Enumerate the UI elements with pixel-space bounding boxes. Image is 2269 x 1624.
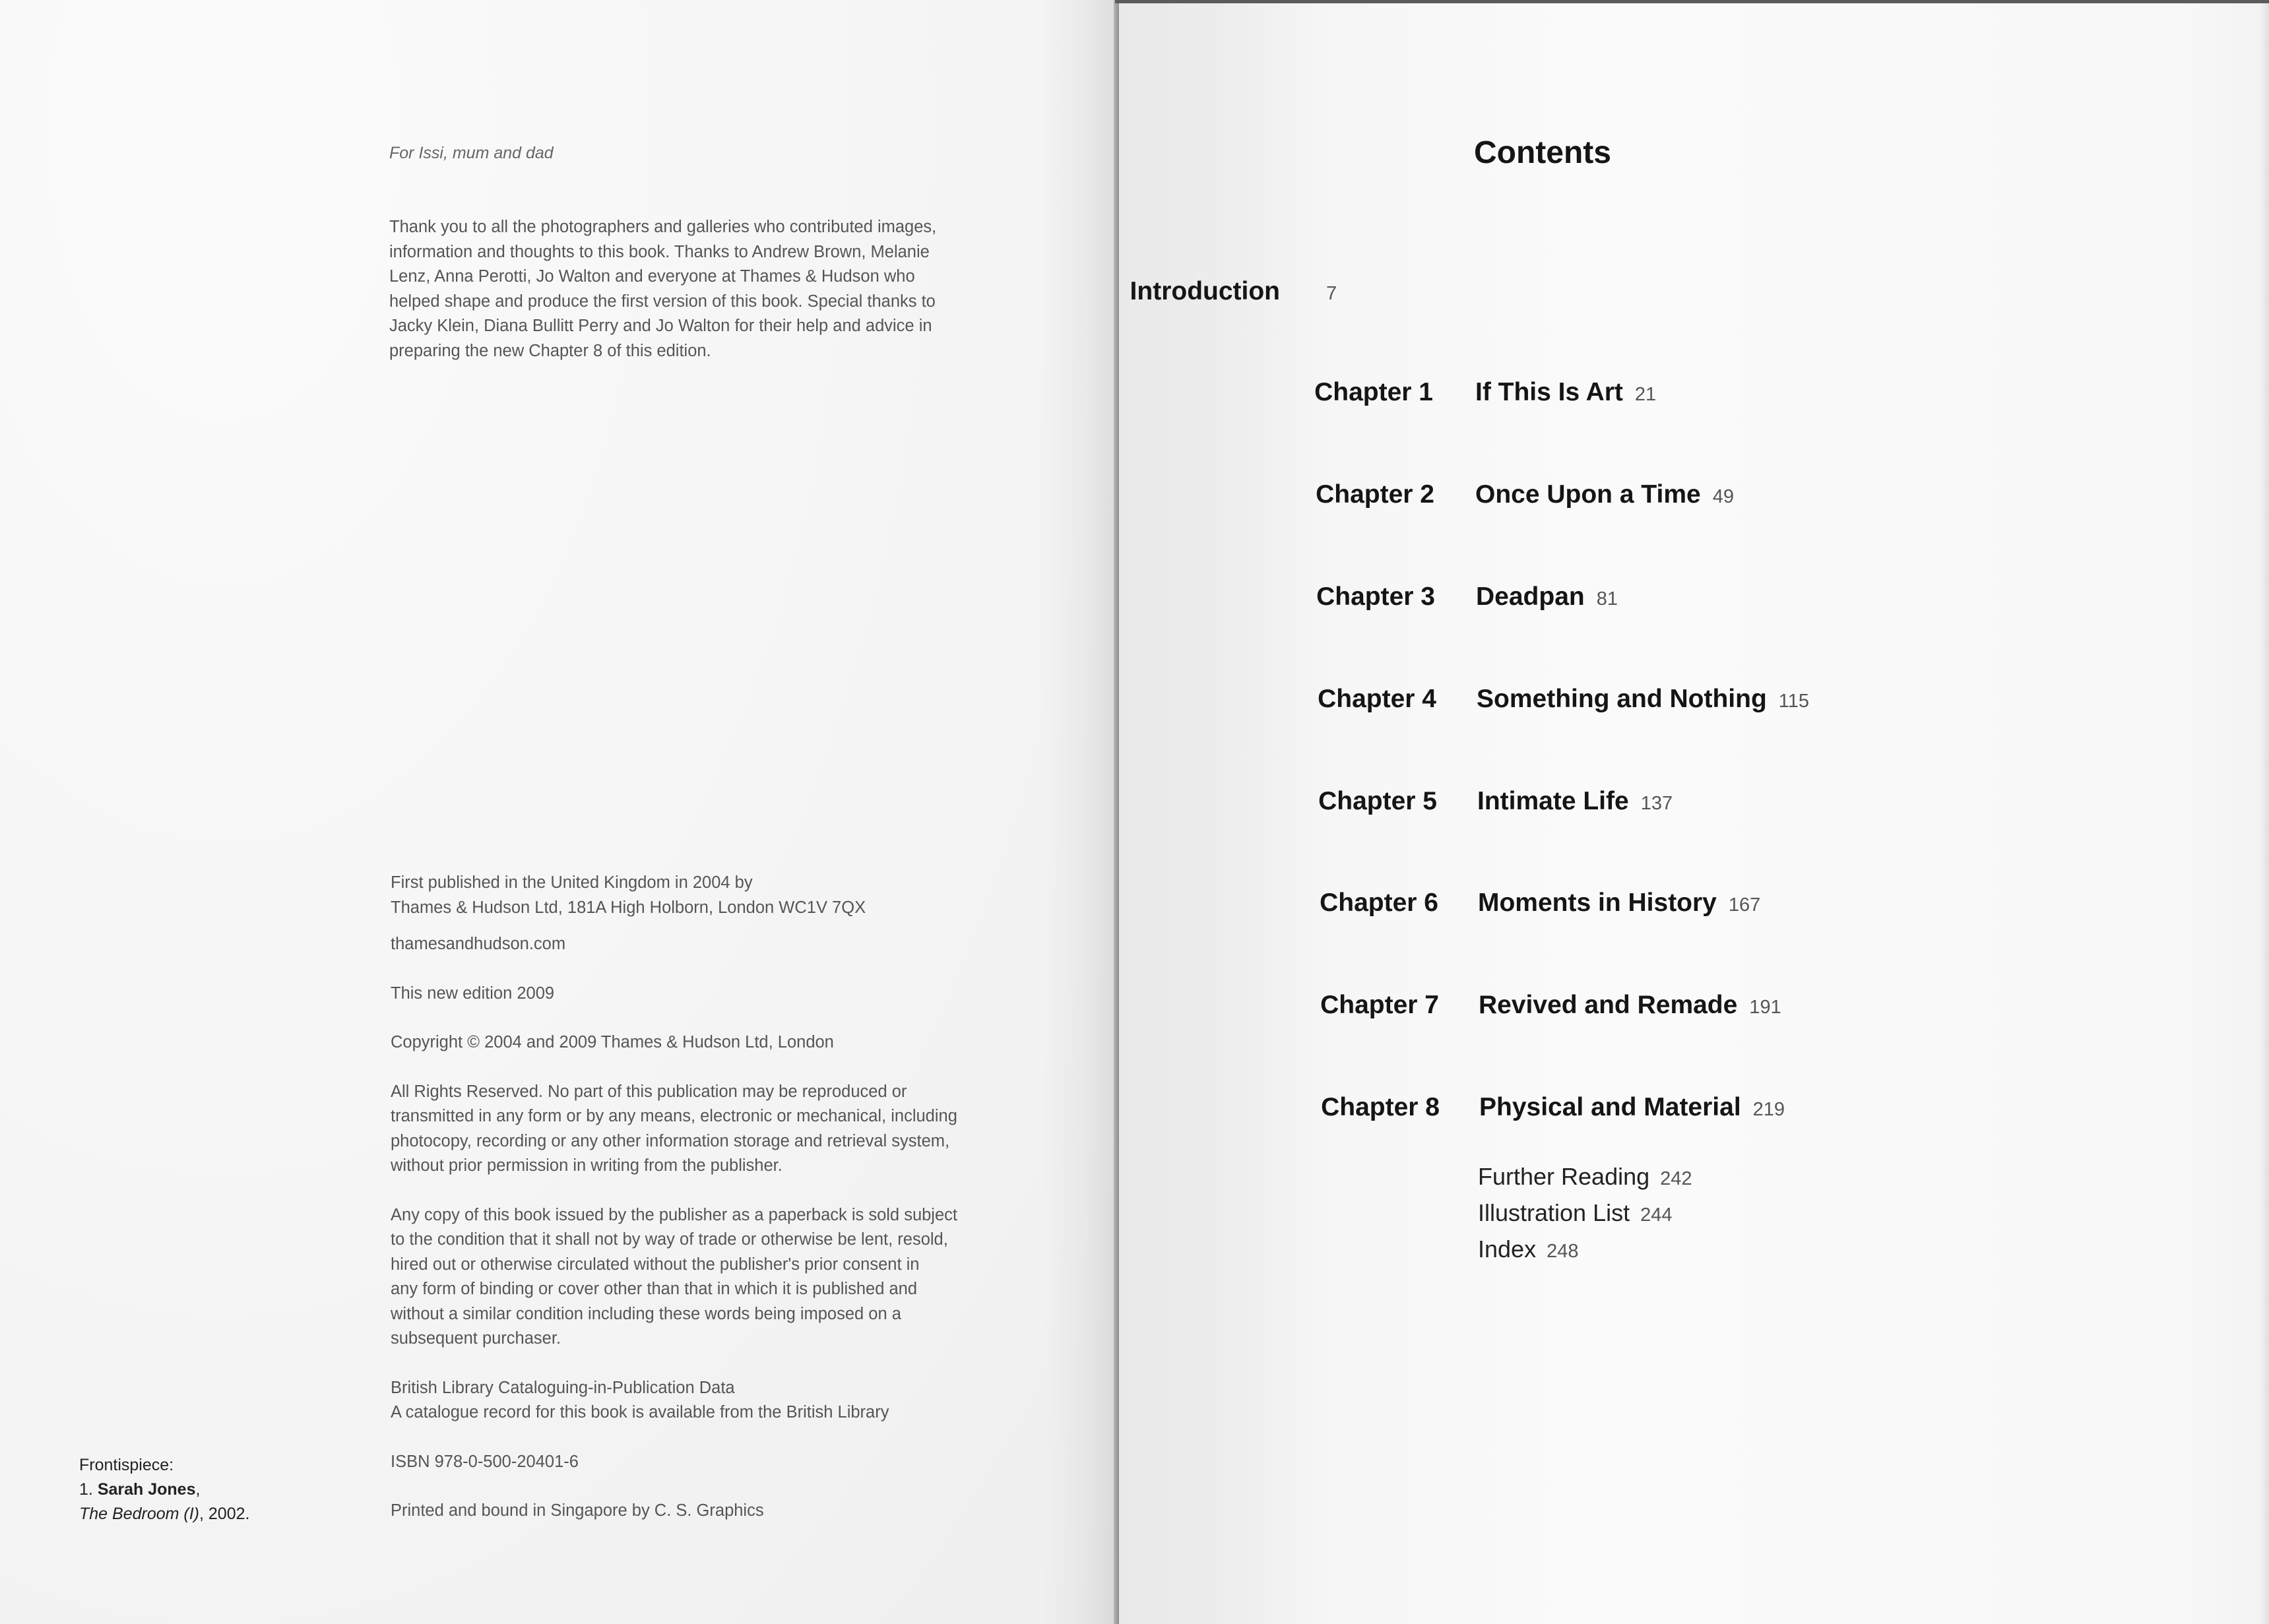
resale-line: to the condition that it shall not by way of trade or otherwise be lent, resold, <box>391 1230 948 1249</box>
toc-title <box>1478 889 1760 918</box>
page-edge <box>2260 0 2269 1624</box>
back-matter-page: 244 <box>1640 1204 1673 1226</box>
contents-heading: Contents <box>1474 135 1611 170</box>
toc-label: Chapter 6 <box>1320 889 1438 917</box>
ack-line: information and thoughts to this book. Thanks to Andrew Brown, Melanie <box>389 242 930 261</box>
cip-line: British Library Cataloguing-in-Publication Data <box>391 1378 735 1397</box>
figure-number: 1. <box>79 1480 93 1499</box>
toc-page: 7 <box>1326 283 1337 304</box>
toc-title <box>1476 582 1618 611</box>
resale-line: subsequent purchaser. <box>391 1329 561 1348</box>
toc-title-text: Intimate Life <box>1477 787 1629 815</box>
back-matter-item <box>1478 1196 1692 1232</box>
gutter-shadow <box>1042 0 1115 1624</box>
back-matter-item <box>1478 1160 1692 1196</box>
toc-page: 49 <box>1712 486 1734 507</box>
ack-line: Lenz, Anna Perotti, Jo Walton and everyone at Thames & Hudson who <box>389 267 915 286</box>
toc-page: 81 <box>1596 588 1618 609</box>
resale-line: hired out or otherwise circulated without the publisher's prior consent in <box>391 1255 920 1274</box>
rights-line: without prior permission in writing from the publisher. <box>391 1156 783 1175</box>
back-matter-title: Further Reading <box>1478 1163 1650 1190</box>
ack-line: preparing the new Chapter 8 of this edition. <box>389 341 711 360</box>
frontispiece-label: Frontispiece: <box>79 1456 174 1474</box>
page-top-edge <box>1115 0 2269 3</box>
back-matter-title: Illustration List <box>1478 1199 1630 1226</box>
toc-page: 137 <box>1640 793 1673 814</box>
toc-title <box>1479 991 1781 1020</box>
first-published-line: Thames & Hudson Ltd, 181A High Holborn, London WC1V 7QX <box>391 898 866 917</box>
back-matter <box>1478 1160 1692 1268</box>
toc-label: Chapter 3 <box>1316 582 1435 611</box>
toc-page: 219 <box>1752 1099 1785 1120</box>
toc-title <box>1477 685 1809 714</box>
toc-title-text: Deadpan <box>1476 582 1585 611</box>
frontispiece-work <box>79 1502 249 1526</box>
copyright: Copyright © 2004 and 2009 Thames & Hudson Ltd, London <box>391 1033 834 1051</box>
back-matter-page: 242 <box>1660 1168 1692 1189</box>
toc-label: Chapter 2 <box>1316 480 1434 509</box>
toc-title-text: Moments in History <box>1478 889 1717 917</box>
edition: This new edition 2009 <box>391 984 555 1003</box>
resale-line: without a similar condition including these words being imposed on a <box>391 1304 901 1323</box>
toc-label: Chapter 4 <box>1318 685 1436 713</box>
frontispiece-caption <box>79 1453 249 1526</box>
toc-label: Chapter 8 <box>1321 1093 1440 1121</box>
toc-title <box>1477 787 1673 816</box>
ack-line: Jacky Klein, Diana Bullitt Perry and Jo Walton for their help and advice in <box>389 317 932 335</box>
rights-notice <box>391 1080 984 1179</box>
toc-page: 21 <box>1634 384 1657 405</box>
toc-title <box>1475 480 1734 509</box>
right-page <box>1119 0 2269 1624</box>
first-published <box>391 871 984 920</box>
toc-title <box>1479 1093 1785 1122</box>
printer: Printed and bound in Singapore by C. S. Graphics <box>391 1501 764 1520</box>
back-matter-item <box>1478 1232 1692 1268</box>
toc-label: Introduction <box>1130 277 1280 305</box>
acknowledgements <box>389 215 970 363</box>
toc-label: Chapter 7 <box>1320 991 1439 1019</box>
toc-title-text: Physical and Material <box>1479 1093 1741 1121</box>
rights-line: transmitted in any form or by any means, electronic or mechanical, including <box>391 1107 957 1125</box>
toc-title <box>1475 378 1656 407</box>
rights-line: All Rights Reserved. No part of this publication may be reproduced or <box>391 1082 907 1101</box>
first-published-line: First published in the United Kingdom in 2004 by <box>391 873 753 892</box>
resale-line: any form of binding or cover other than that in which it is published and <box>391 1280 918 1298</box>
book-gutter <box>1114 0 1119 1624</box>
imprint <box>391 871 984 1524</box>
toc-page: 115 <box>1778 691 1810 712</box>
cip-line: A catalogue record for this book is available from the British Library <box>391 1403 889 1421</box>
work-title: The Bedroom (I) <box>79 1505 200 1523</box>
ack-line: helped shape and produce the first version of this book. Special thanks to <box>389 292 936 311</box>
frontispiece-credit: 1. Sarah Jones, <box>79 1480 201 1499</box>
cip-data <box>391 1376 984 1425</box>
isbn: ISBN 978-0-500-20401-6 <box>391 1452 579 1471</box>
toc-title-text: Revived and Remade <box>1479 991 1738 1019</box>
toc-page: 167 <box>1728 894 1761 916</box>
toc-title-text: Once Upon a Time <box>1475 480 1701 509</box>
toc-title-text: If This Is Art <box>1475 378 1623 406</box>
work-year: , 2002. <box>199 1505 250 1523</box>
artist-name: Sarah Jones <box>97 1480 196 1499</box>
ack-line: Thank you to all the photographers and galleries who contributed images, <box>389 218 937 236</box>
resale-line: Any copy of this book issued by the publisher as a paperback is sold subject <box>391 1205 957 1224</box>
toc-label: Chapter 5 <box>1318 787 1437 815</box>
back-matter-title: Index <box>1478 1235 1537 1263</box>
website: thamesandhudson.com <box>391 935 566 953</box>
resale-notice <box>391 1203 984 1352</box>
dedication: For Issi, mum and dad <box>389 144 554 162</box>
toc-title <box>1326 277 1337 306</box>
back-matter-page: 248 <box>1547 1241 1579 1262</box>
toc-label: Chapter 1 <box>1314 378 1433 406</box>
toc-page: 191 <box>1749 997 1781 1018</box>
rights-line: photocopy, recording or any other information storage and retrieval system, <box>391 1131 950 1150</box>
toc-title-text: Something and Nothing <box>1477 685 1767 713</box>
